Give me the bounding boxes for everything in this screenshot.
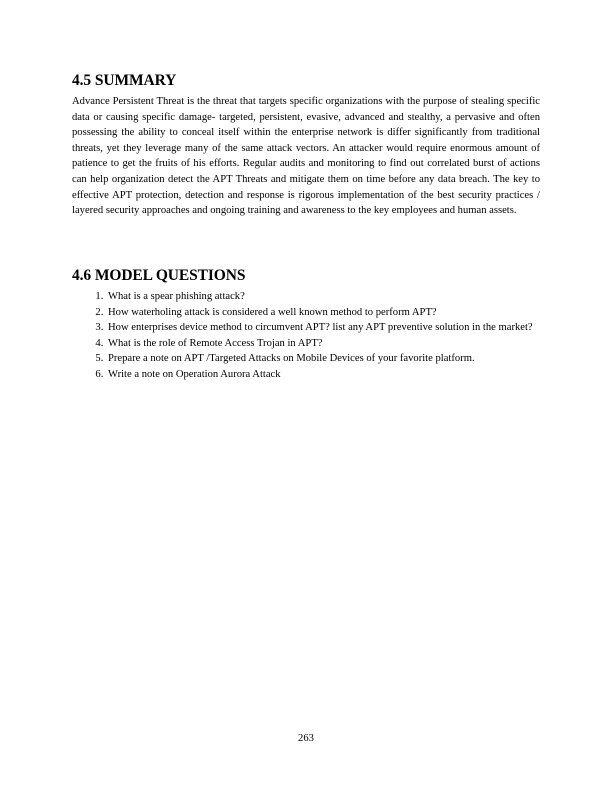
- page-number: 263: [298, 733, 314, 744]
- question-item: 5. Prepare a note on APT /Targeted Attacks on Mobile Devices of your favorite platform.: [106, 351, 538, 367]
- model-questions-heading: 4.6 MODEL QUESTIONS: [72, 267, 246, 284]
- question-item: 1. What is a spear phishing attack?: [106, 289, 538, 305]
- summary-heading: 4.5 SUMMARY: [72, 72, 177, 89]
- question-item: 2. How waterholing attack is considered a well known method to perform APT?: [106, 305, 538, 321]
- question-item: 4. What is the role of Remote Access Trojan in APT?: [106, 336, 538, 352]
- question-item: 3. How enterprises device method to circumvent APT? list any APT preventive solution in the market?: [106, 320, 538, 336]
- summary-section: [72, 71, 540, 219]
- model-questions-section: [72, 266, 540, 383]
- questions-list: [72, 289, 540, 383]
- summary-paragraph: Advance Persistent Threat is the threat that targets specific organizations with the purpose of stealing specific data or causing specific damage- targeted, persistent, evasive, advanced and stealthy, a pervasive and often possessing the ability to conceal itself within the enterprise network is differ significantly from traditional threats, yet they leverage many of the same attack vectors. An attacker would require enormous amount of patience to get the fruits of his efforts. Regular audits and monitoring to find out correlated burst of actions can help organization detect the APT Threats and mitigate them on time before any data breach. The key to effective APT protection, detection and response is rigorous implementation of the best security practices / layered security approaches and ongoing training and awareness to the key employees and human assets.: [72, 96, 540, 217]
- question-item: 6. Write a note on Operation Aurora Attack: [106, 367, 538, 383]
